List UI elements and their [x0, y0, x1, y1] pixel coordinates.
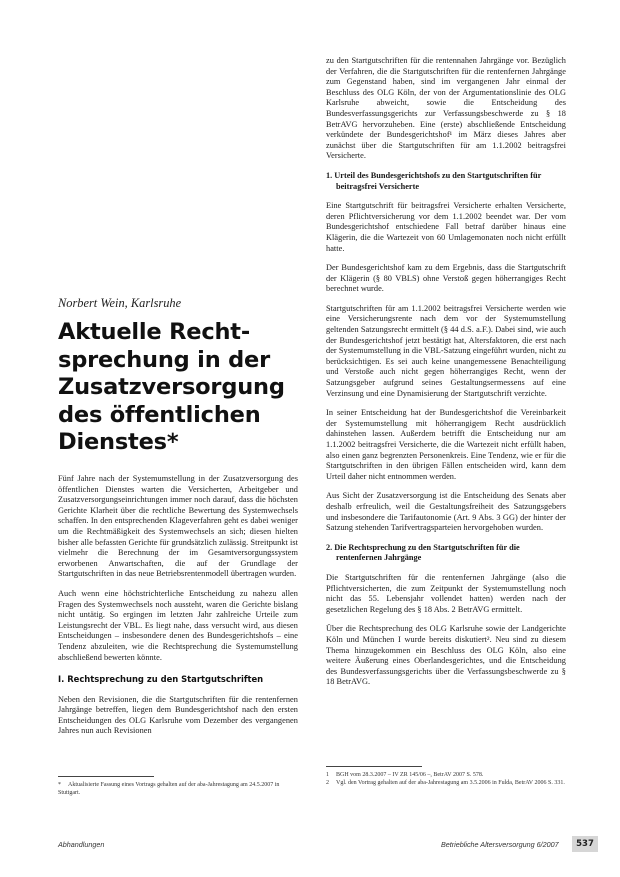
footnote-2	[326, 780, 566, 788]
subsection-heading-1: 1. Urteil des Bundesgerichtshofs zu den Startgutschriften für beitragsfrei Versicherte	[326, 170, 542, 191]
paragraph: Auch wenn eine höchstrichterliche Entscheidung zu nahezu allen Fragen des Systemwechsels noch aussteht, waren die Gerichte bislang nicht untätig. So ergingen im letzten Jahr zahlreiche Urteile zum Leistungsrecht der VBL. Es liegt nahe, dass versucht wird, aus diesen Entscheidungen – insbesondere denen des Bundesgerichtshofs – eine Tendenz abzuleiten, wie die Rechtsprechung die Systemumstellung abschließend bewerten könnte.	[58, 588, 298, 662]
author-line: Norbert Wein, Karlsruhe	[58, 296, 182, 310]
paragraph: Startgutschriften für am 1.1.2002 beitragsfrei Versicherte werden wie eine Versicherungsrente nach dem vor der Systemumstellung geltenden Satzungsrecht ermittelt (§ 44 d.S. a.F.). Dabei sind, wie auch der Bundesgerichtshof jetzt bestätigt hat, Altersfaktoren, die erst nach der Systemumstellung in die VBL-Satzung eingeführt wurden, nicht zu berücksichtigen. Es sei auch keine unangemessene Benachteiligung und Verstoße auch nicht gegen höherrangiges Recht, wenn der Satzungsgeber aufgrund seines Gestaltungsermessens auf eine Verzinsung und eine Dynamisierung der Startgutschrift verzichte.	[326, 303, 566, 398]
footer-journal: Betriebliche Altersversorgung 6/2007	[441, 840, 559, 849]
paragraph: Über die Rechtsprechung des OLG Karlsruhe sowie der Landgerichte Köln und München I wurde bereits diskutiert². Neu sind zu diesem Thema hinzugekommen ein Beschluss des OLG Köln, also eine weitere Äußerung eines Oberlandesgerichtes, und die Entscheidung des Bundesverfassungsgerichts über die Verfassungsbeschwerde zu § 18 BetrAVG.	[326, 624, 566, 687]
left-footnotes	[58, 776, 298, 797]
footnote-1	[326, 772, 566, 780]
right-footnotes	[326, 766, 566, 787]
footnote-text: Vgl. den Vortrag gehalten auf der aba-Jahrestagung am 3.5.2006 in Fulda, BetrAV 2006 S. 331.	[336, 779, 565, 786]
right-column	[326, 56, 566, 688]
footnote-number: 2	[326, 779, 329, 786]
paragraph: zu den Startgutschriften für die rentennahen Jahrgänge vor. Bezüglich der Verfahren, die die Startgutschriften für die rentenfernen Jahrgänge zum Gegenstand haben, sind im vergangenen Jahr einmal der Beschluss des OLG Köln, der von der Argumentationslinie des OLG Karlsruhe abweicht, sowie die Entscheidung des Bundesverfassungsgerichts zur Verfassungsbeschwerde zu § 18 BetrAVG hervorzuheben. Eine (erste) abschließende Entscheidung verkündete der Bundesgerichtshof¹ im März dieses Jahres aber zunächst über die Startgutschriften für am 1.1.2002 beitragsfrei Versicherte.	[326, 56, 566, 161]
paragraph: Die Startgutschriften für die rentenfernen Jahrgänge (also die Pflichtversicherten, die zum Zeitpunkt der Systemumstellung noch nicht das 55. Lebensjahr vollendet hatten) werden nach der gesetzlichen Regelung des § 18 Abs. 2 BetrAVG ermittelt.	[326, 572, 566, 614]
left-column	[58, 474, 298, 737]
paragraph: Eine Startgutschrift für beitragsfrei Versicherte erhalten Versicherte, deren Pflichtversicherung vor dem 1.1.2002 beendet war. Der vom Bundesgerichtshof entschiedene Fall betraf darüber hinaus eine Klägerin, die die Wartezeit von 60 Umlagemonaten noch nicht erfüllt hatte.	[326, 201, 566, 253]
paragraph: Aus Sicht der Zusatzversorgung ist die Entscheidung des Senats aber deshalb erfreulich, weil die Gestaltungsfreiheit des Satzungsgebers und insbesondere die Tarifautonomie (Art. 9 Abs. 3 GG) der hinter der Satzung stehenden Tarifvertragsparteien hervorgehoben wurden.	[326, 491, 566, 533]
subsection-heading-2: 2. Die Rechtsprechung zu den Startgutschriften für die rentenfernen Jahrgänge	[326, 542, 520, 563]
footnote-star	[58, 782, 298, 797]
footnote-marker: *	[58, 782, 61, 788]
paragraph: Fünf Jahre nach der Systemumstellung in der Zusatzversorgung des öffentlichen Dienstes warten die Versicherten, Arbeitgeber und Zusatzversorgungseinrichtungen immer noch darauf, dass die höchsten Gerichte Klarheit über die rechtliche Bewertung des Systemwechsels schaffen. In den entsprechenden Klageverfahren geht es dabei weniger um die Rechtmäßigkeit des Systemwechsels an sich; diesen hielten bisher alle befassten Gerichte für grundsätzlich zulässig. Streitpunkt ist vielmehr die Berechnung der im Gesamtversorgungssystem erworbenen Anwartschaften, die auf der Grundlage der Startgutschriften in das neue Betriebsrentenmodell übertragen wurden.	[58, 474, 298, 579]
footer-section-label: Abhandlungen	[58, 840, 105, 849]
footnote-text: Aktualisierte Fassung eines Vortrags gehalten auf der aba-Jahrestagung am 24.5.2007 in Stuttgart.	[58, 782, 280, 796]
paragraph: Der Bundesgerichtshof kam zu dem Ergebnis, dass die Startgutschrift der Klägerin (§ 80 VBLS) ohne Verstoß gegen höherrangiges Recht berechnet wurde.	[326, 263, 566, 294]
section-heading: I. Rechtsprechung zu den Startgutschriften	[58, 674, 264, 685]
paragraph: In seiner Entscheidung hat der Bundesgerichtshof die Vereinbarkeit der Systemumstellung mit höherrangigem Recht ausdrücklich dahinstehen lassen. Außerdem betrifft die Entscheidung nur am 1.1.2002 beitragsfrei Versicherte, die die Wartezeit nicht erfüllt haben, also einen ganz begrenzten Personenkreis. Eine Tendenz, wie er für die Startgutschriften in den übrigen Fällen entscheiden wird, kann dem Urteil daher nicht entnommen werden.	[326, 408, 566, 481]
article-title: Aktuelle Rechtsprechung in der Zusatzversorgung des öffentlichen Dienstes*	[58, 319, 285, 455]
footnote-number: 1	[326, 772, 329, 778]
page-number: 537	[572, 836, 598, 852]
footnote-text: BGH vom 28.3.2007 – IV ZR 145/06 –, BetrAV 2007 S. 578.	[336, 772, 484, 778]
paragraph: Neben den Revisionen, die die Startgutschriften für die rentenfernen Jahrgänge betreffen, liegen dem Bundesgerichtshof nach den ersten Entscheidungen des OLG Karlsruhe vom Dezember des vergangenen Jahres nun auch Revisionen	[58, 694, 298, 736]
